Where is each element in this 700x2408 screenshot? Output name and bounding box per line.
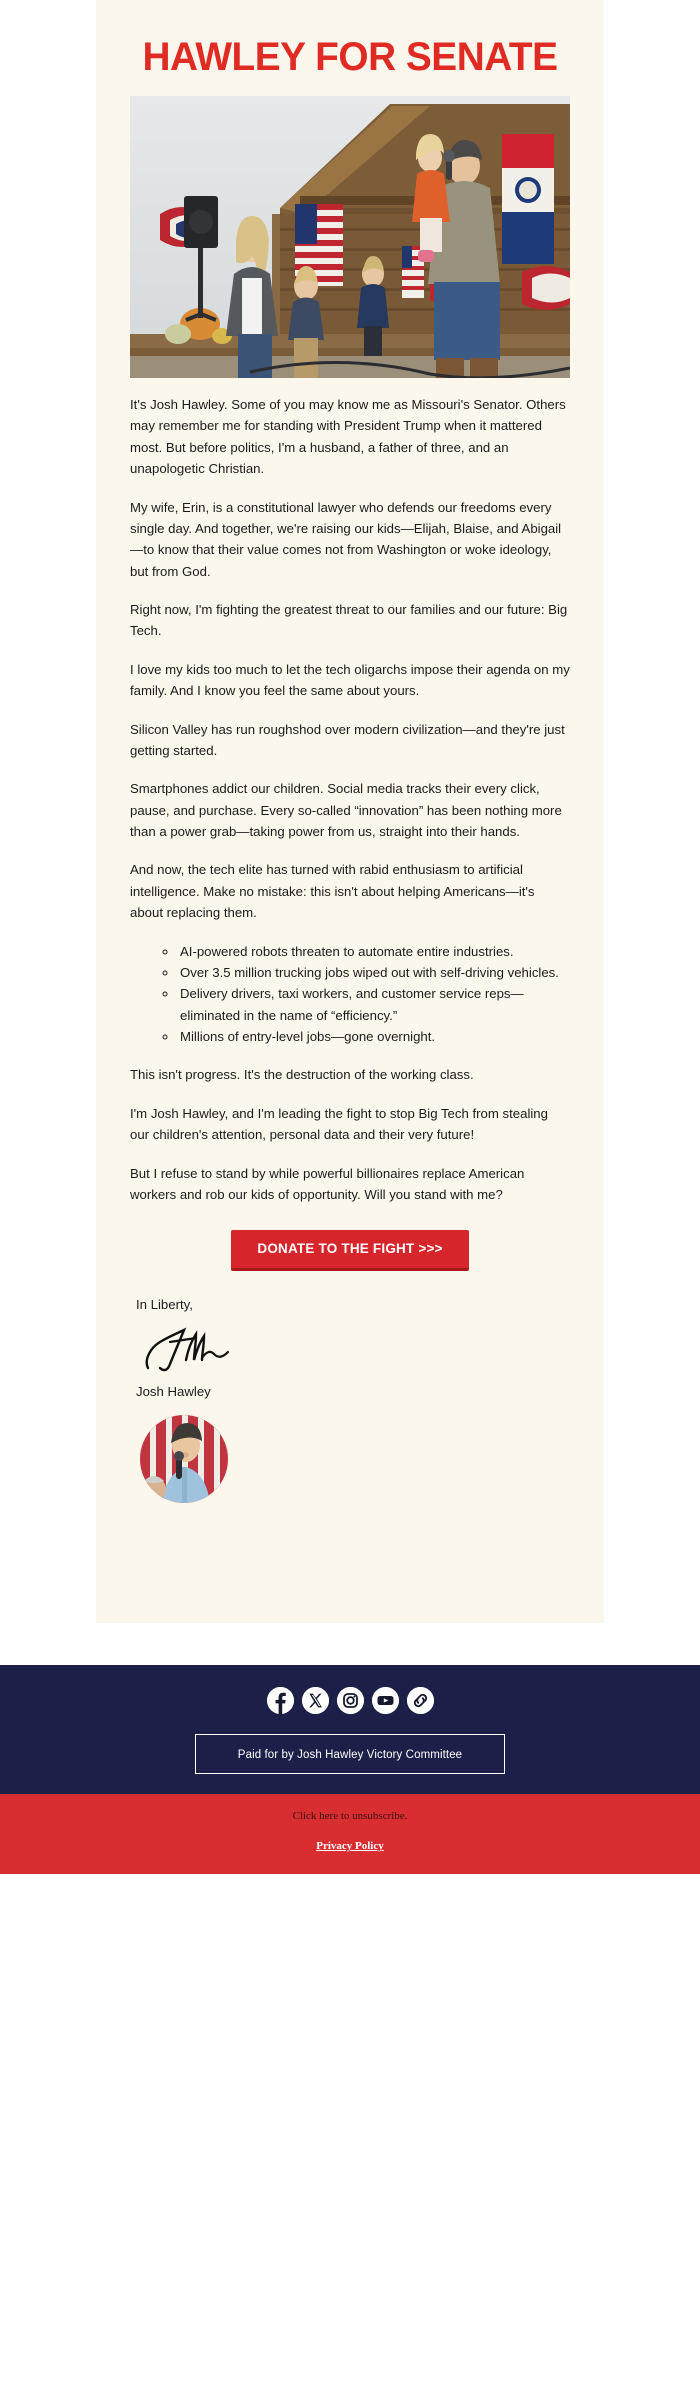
donate-button[interactable]: DONATE TO THE FIGHT >>>	[231, 1230, 468, 1271]
paid-for-text: Paid for by Josh Hawley Victory Committee	[237, 1749, 463, 1762]
letter-paragraph: But I refuse to stand by while powerful billionaires replace American workers and rob our kids of opportunity. Will you stand with me?	[130, 1165, 525, 1202]
social-links	[0, 1687, 700, 1714]
letter-paragraph: I love my kids too much to let the tech oligarchs impose their agenda on my family. And I know you feel the same about yours.	[130, 661, 570, 699]
page-title: HAWLEY FOR SENATE	[142, 35, 558, 79]
instagram-icon[interactable]	[337, 1687, 364, 1714]
privacy-policy-link[interactable]: Privacy Policy	[316, 1840, 384, 1853]
donate-cta-wrap	[96, 1222, 604, 1297]
paid-for-box	[195, 1734, 505, 1774]
card-bottom-spacer	[96, 1503, 604, 1623]
list-item: ◦ Over 3.5 million trucking jobs wiped out with self-driving vehicles.	[178, 962, 570, 983]
letter-paragraph: It's Josh Hawley. Some of you may know me as Missouri's Senator. Others may remember me for standing with President Trump when it mattered most. But before politics, I'm a husband, a father of three, and an unapologetic Christian.	[130, 397, 566, 477]
avatar	[140, 1415, 228, 1503]
email-card	[96, 0, 604, 1623]
hero-photo	[130, 96, 570, 378]
x-twitter-icon[interactable]	[302, 1687, 329, 1714]
footer-red	[0, 1794, 700, 1874]
footer-gap	[0, 1623, 700, 1665]
signature-block	[96, 1297, 604, 1503]
letter-paragraph: My wife, Erin, is a constitutional lawyer who defends our freedoms every single day. And together, we're raising our kids—Elijah, Blaise, and Abigail—to know that their value comes not from Washington or woke ideology, but from God.	[130, 499, 562, 579]
letter-body	[96, 378, 604, 1205]
footer-navy	[0, 1665, 700, 1794]
unsubscribe-link[interactable]: Click here to unsubscribe.	[292, 1810, 408, 1823]
facebook-icon[interactable]	[267, 1687, 294, 1714]
signer-name: Josh Hawley	[136, 1384, 211, 1400]
letter-paragraph: Smartphones addict our children. Social media tracks their every click, pause, and purchase. Every so-called “innovation” has been nothing more than a power grab—taking power from us, straight into their hands.	[130, 781, 562, 839]
letter-paragraph: Silicon Valley has run roughshod over modern civilization—and they're just getting started.	[130, 721, 565, 758]
letter-paragraph: I'm Josh Hawley, and I'm leading the fight to stop Big Tech from stealing our children's attention, personal data and their very future!	[130, 1105, 548, 1143]
list-item: ◦ Delivery drivers, taxi workers, and customer service reps—eliminated in the name of “efficiency.”	[178, 983, 570, 1026]
threat-list	[130, 941, 570, 1048]
letter-paragraph: This isn't progress. It's the destruction of the working class.	[130, 1067, 474, 1083]
list-item: ◦ Millions of entry-level jobs—gone overnight.	[178, 1026, 570, 1047]
letter-paragraph: Right now, I'm fighting the greatest threat to our families and our future: Big Tech.	[130, 602, 568, 639]
salutation: In Liberty,	[136, 1297, 193, 1313]
email-header	[96, 0, 604, 96]
letter-paragraph: And now, the tech elite has turned with rabid enthusiasm to artificial intelligence. Make no mistake: this isn't about helping Americans—it's about replacing them.	[130, 862, 535, 921]
link-icon[interactable]	[407, 1687, 434, 1714]
list-item: ◦ AI-powered robots threaten to automate entire industries.	[178, 941, 570, 962]
youtube-icon[interactable]	[372, 1687, 399, 1714]
signature-image	[140, 1326, 236, 1374]
hero-image-wrap	[96, 96, 604, 378]
